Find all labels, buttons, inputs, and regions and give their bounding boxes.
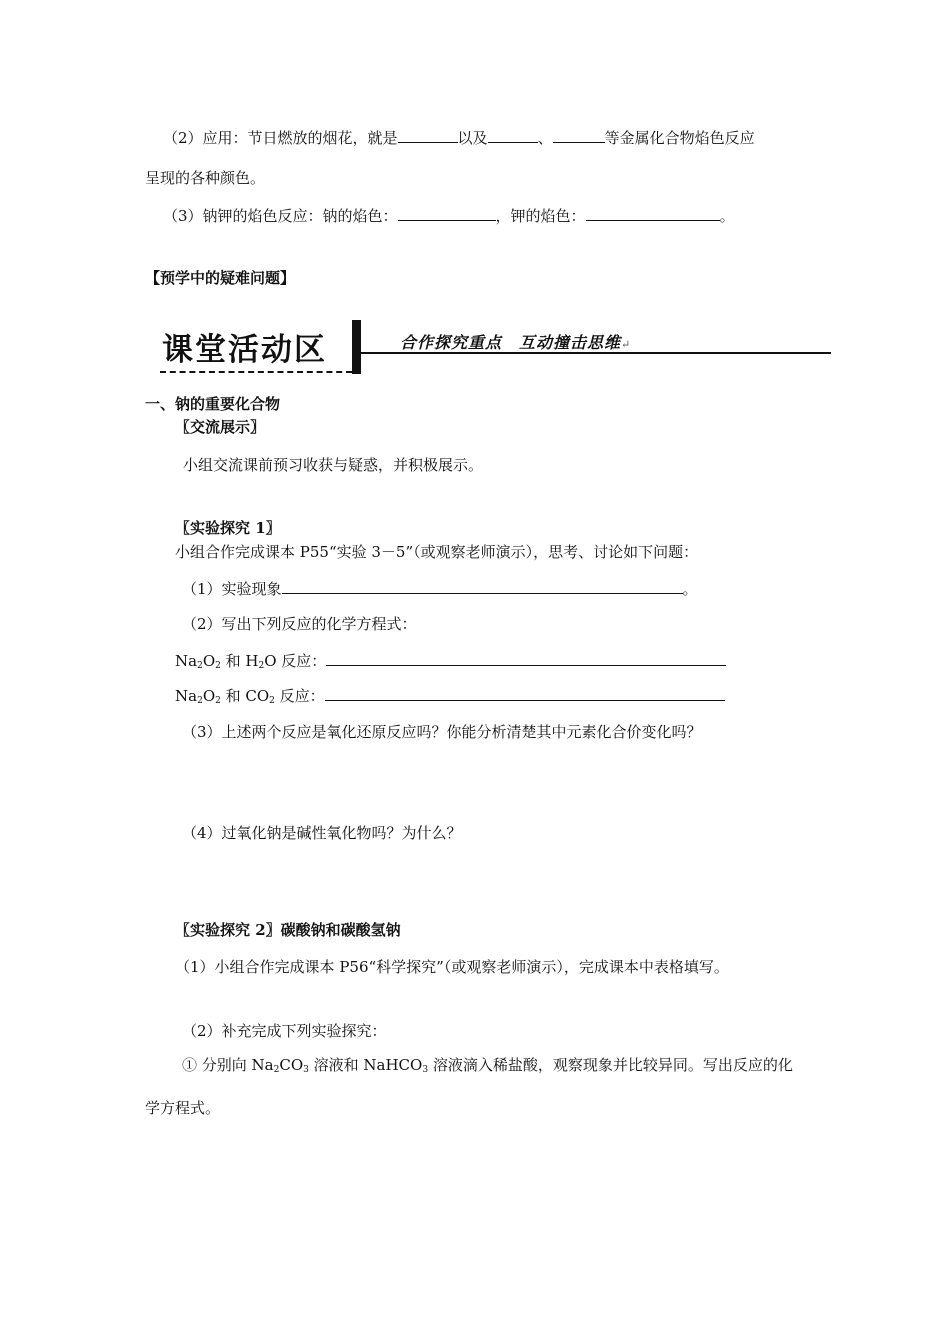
flame-text-a: （3）钠钾的焰色反应：钠的焰色： xyxy=(163,207,398,225)
exp1-intro: 小组合作完成课本 P55“实验 3－5”（或观察老师演示），思考、讨论如下问题： xyxy=(175,543,699,561)
formula-part: O xyxy=(202,652,216,670)
banner-slogan xyxy=(400,330,631,353)
application-text-a: （2）应用：节日燃放的烟花，就是 xyxy=(163,129,398,147)
formula-subscript: 2 xyxy=(197,696,203,706)
exp2-item1 xyxy=(182,1055,793,1080)
formula-subscript: 2 xyxy=(215,661,221,671)
formula-part: 和 H xyxy=(220,652,259,670)
blank-field[interactable] xyxy=(553,127,605,143)
application-text-d: 等金属化合物焰色反应 xyxy=(604,129,755,147)
item-text: 溶液和 NaHCO xyxy=(308,1056,423,1074)
formula-part: 反应： xyxy=(274,687,325,705)
blank-field[interactable] xyxy=(586,205,720,221)
equation-na2o2-h2o xyxy=(175,650,726,676)
application-line xyxy=(163,127,755,148)
flame-text-b: ，钾的焰色： xyxy=(495,207,586,225)
exp2-q1: （1）小组合作完成课本 P56“科学探究”（或观察老师演示），完成课本中表格填写。 xyxy=(175,958,729,976)
banner-dashed-line xyxy=(160,371,352,373)
exp1-q2: （2）写出下列反应的化学方程式： xyxy=(182,615,417,633)
formula-part: Na xyxy=(175,652,198,670)
exp2-q2: （2）补充完成下列实验探究： xyxy=(182,1022,387,1040)
formula-part: 和 CO xyxy=(220,687,270,705)
formula-subscript: 2 xyxy=(215,696,221,706)
blank-field[interactable] xyxy=(326,650,726,666)
application-text-b: 以及 xyxy=(457,129,488,147)
blank-field[interactable] xyxy=(398,127,458,143)
exp2-heading: 〖实验探究 2〗碳酸钠和碳酸氢钠 xyxy=(175,921,401,939)
exp1-q1-end: 。 xyxy=(682,580,698,598)
formula-subscript: 2 xyxy=(269,696,275,706)
equation-na2o2-co2 xyxy=(175,685,725,711)
formula-subscript: 2 xyxy=(197,661,203,671)
blank-field[interactable] xyxy=(282,578,683,594)
blank-field[interactable] xyxy=(398,205,496,221)
blank-field[interactable] xyxy=(488,127,538,143)
flame-color-line xyxy=(163,205,735,226)
exchange-text: 小组交流课前预习收获与疑惑，并积极展示。 xyxy=(183,456,484,474)
banner-slogan-text: 合作探究重点 互动撞击思维 xyxy=(400,333,622,352)
formula-subscript: 2 xyxy=(258,661,265,671)
section-heading: 一、钠的重要化合物 xyxy=(145,395,281,413)
formula-part: O 反应： xyxy=(264,652,327,670)
item-text: ① 分别向 Na xyxy=(182,1056,274,1074)
banner-title-block xyxy=(160,322,355,376)
item-text: 溶液滴入稀盐酸，观察现象并比较异同。写出反应的化 xyxy=(428,1056,793,1074)
banner-divider xyxy=(352,320,361,374)
preview-heading: 【预学中的疑难问题】 xyxy=(145,269,296,287)
formula-part: O xyxy=(202,687,216,705)
exp1-q3: （3）上述两个反应是氧化还原反应吗？你能分析清楚其中元素化合价变化吗？ xyxy=(182,723,702,741)
formula-subscript: 3 xyxy=(303,1065,309,1075)
item-text: CO xyxy=(279,1056,304,1074)
paragraph-mark-icon: ↵ xyxy=(621,338,632,351)
exchange-heading: 〖交流展示〗 xyxy=(175,418,266,436)
exp2-item1-line2: 学方程式。 xyxy=(145,1099,221,1117)
exp1-q4: （4）过氧化钠是碱性氧化物吗？为什么？ xyxy=(182,824,462,842)
application-text-c: 、 xyxy=(537,129,553,147)
exp1-q1-label: （1）实验现象 xyxy=(182,580,282,598)
formula-part: Na xyxy=(175,687,198,705)
flame-text-c: 。 xyxy=(719,207,735,225)
exp1-q1 xyxy=(182,578,698,599)
banner-title: 课堂活动区 xyxy=(162,332,327,368)
formula-subscript: 3 xyxy=(422,1065,429,1075)
blank-field[interactable] xyxy=(325,685,725,701)
exp1-heading: 〖实验探究 1〗 xyxy=(175,519,281,537)
formula-subscript: 2 xyxy=(273,1065,280,1075)
application-line-2: 呈现的各种颜色。 xyxy=(145,169,266,187)
